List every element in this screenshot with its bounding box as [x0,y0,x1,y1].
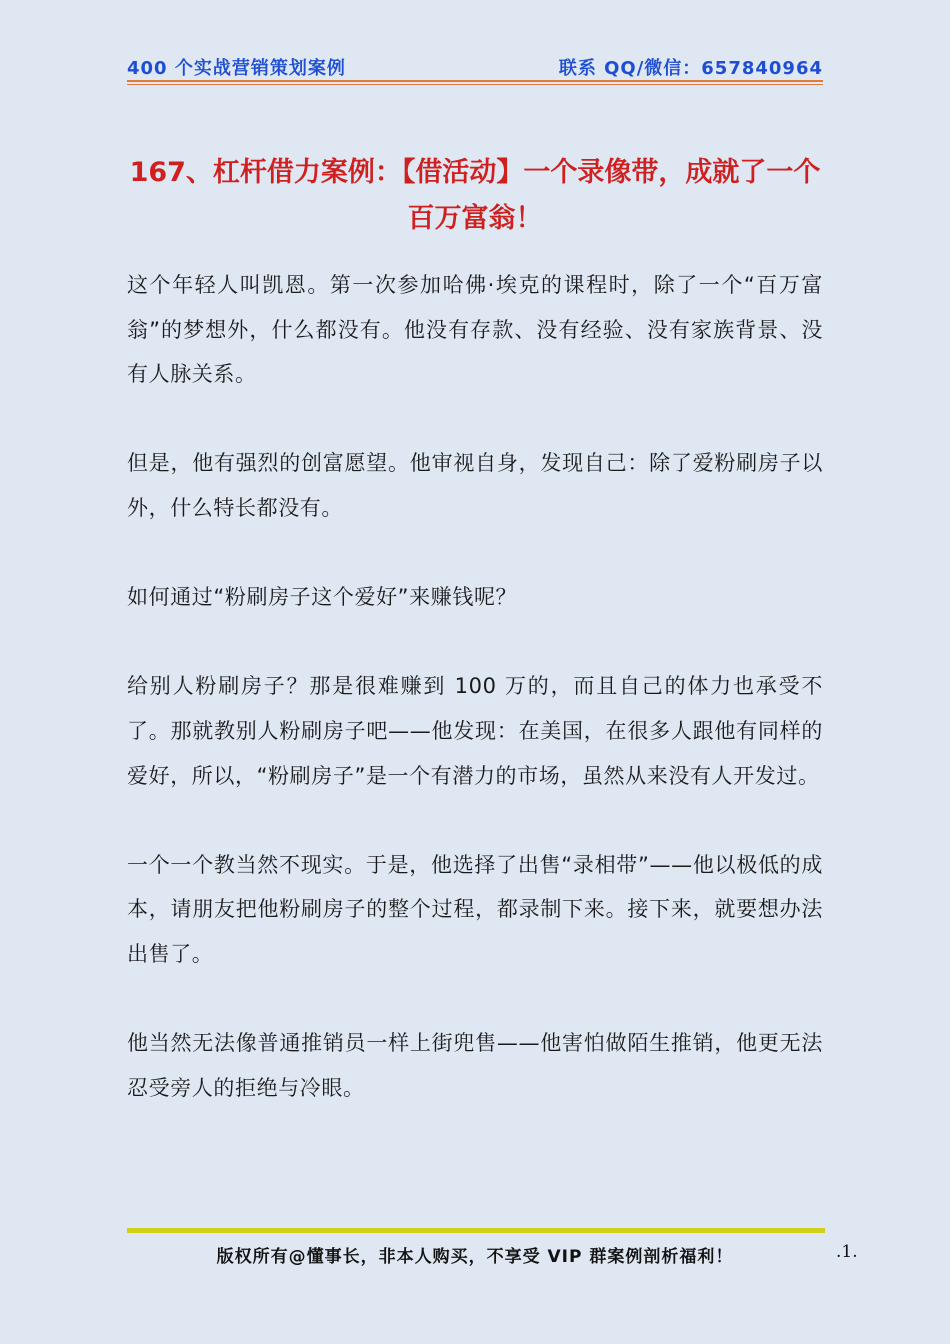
page-header [127,54,823,78]
article-title: 167、杠杆借力案例：【借活动】一个录像带，成就了一个百万富翁！ [129,157,821,234]
header-divider [127,80,823,82]
header-divider-thin [127,84,823,85]
paragraph: 如何通过“粉刷房子这个爱好”来赚钱呢？ [127,585,518,610]
footer-divider [127,1228,825,1233]
header-contact-text: 联系 QQ/微信：657840964 [558,58,823,79]
footer-copyright: 版权所有@懂事长，非本人购买，不享受 VIP 群案例剖析福利！ [216,1247,734,1267]
paragraph: 这个年轻人叫凯恩。第一次参加哈佛·埃克的课程时，除了一个“百万富翁”的梦想外，什么都没有。他没有存款、没有经验、没有家族背景、没有人脉关系。 [127,273,823,387]
article-body [127,263,823,1155]
page-number: .1. [836,1242,858,1262]
paragraph: 但是，他有强烈的创富愿望。他审视自身，发现自己：除了爱粉刷房子以外，什么特长都没有。 [127,451,823,520]
paragraph: 一个一个教当然不现实。于是，他选择了出售“录相带”——他以极低的成本，请朋友把他粉刷房子的整个过程，都录制下来。接下来，就要想办法出售了。 [127,852,823,966]
paragraph: 他当然无法像普通推销员一样上街兜售——他害怕做陌生推销，他更无法忍受旁人的拒绝与冷眼。 [127,1031,823,1100]
paragraph: 给别人粉刷房子？那是很难赚到 100 万的，而且自己的体力也承受不了。那就教别人粉刷房子吧——他发现：在美国，在很多人跟他有同样的爱好，所以，“粉刷房子”是一个有潜力的市场，虽然从来没有人开发过。 [127,674,823,788]
header-left-text: 400 个实战营销策划案例 [127,58,346,79]
